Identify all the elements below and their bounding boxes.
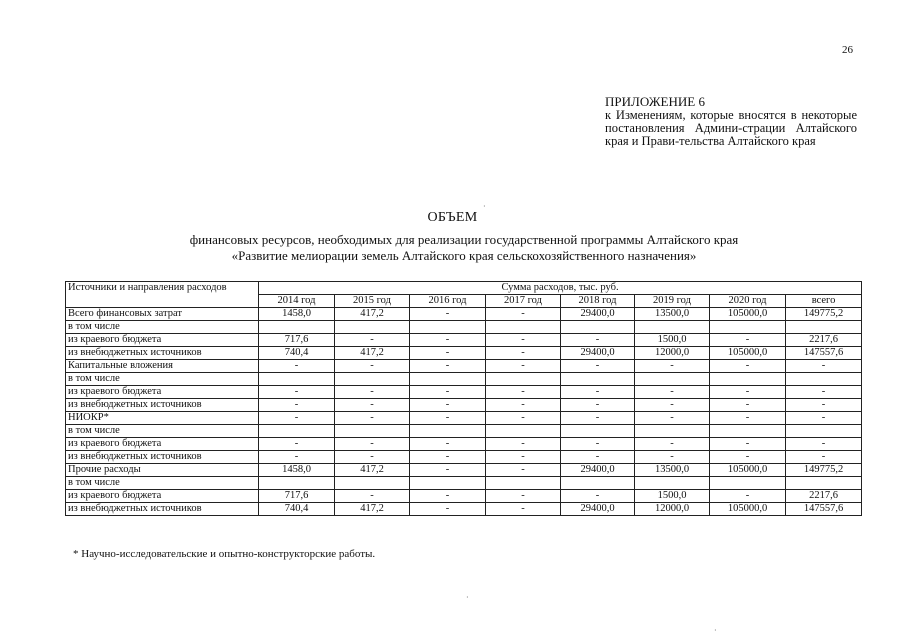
value-cell: - — [486, 347, 561, 360]
value-cell: - — [410, 334, 486, 347]
value-cell: - — [561, 490, 635, 503]
value-cell: - — [710, 451, 786, 464]
total-cell: - — [786, 451, 862, 464]
value-cell — [410, 373, 486, 386]
value-cell — [635, 477, 710, 490]
year-header: 2020 год — [710, 295, 786, 308]
row-label: НИОКР* — [66, 412, 259, 425]
value-cell: 740,4 — [259, 503, 335, 516]
value-cell — [259, 425, 335, 438]
scan-dot: · — [483, 202, 486, 211]
table-row — [66, 490, 862, 503]
row-label: из внебюджетных источников — [66, 451, 259, 464]
total-cell — [786, 477, 862, 490]
scan-dot: · — [714, 626, 717, 635]
value-cell: - — [486, 360, 561, 373]
total-cell: - — [786, 412, 862, 425]
table-row — [66, 464, 862, 477]
value-cell — [335, 425, 410, 438]
table-row — [66, 503, 862, 516]
value-cell: - — [410, 347, 486, 360]
value-cell — [710, 425, 786, 438]
table-row — [66, 451, 862, 464]
value-cell: - — [561, 412, 635, 425]
year-header: 2016 год — [410, 295, 486, 308]
value-cell — [710, 477, 786, 490]
value-cell: 29400,0 — [561, 347, 635, 360]
table-row — [66, 360, 862, 373]
value-cell: - — [259, 399, 335, 412]
year-header: 2018 год — [561, 295, 635, 308]
total-cell: 147557,6 — [786, 503, 862, 516]
value-cell: - — [259, 386, 335, 399]
value-cell: - — [710, 490, 786, 503]
value-cell — [635, 425, 710, 438]
value-cell: - — [410, 490, 486, 503]
total-cell — [786, 425, 862, 438]
value-cell — [486, 425, 561, 438]
value-cell: 29400,0 — [561, 464, 635, 477]
value-cell: - — [486, 490, 561, 503]
value-cell: - — [486, 412, 561, 425]
document-subtitle-line-2: «Развитие мелиорации земель Алтайского края сельскохозяйственного назначения» — [231, 248, 697, 263]
value-cell: - — [410, 503, 486, 516]
value-cell: - — [710, 360, 786, 373]
value-cell: 12000,0 — [635, 347, 710, 360]
table-row — [66, 412, 862, 425]
value-cell — [335, 477, 410, 490]
total-cell — [786, 373, 862, 386]
value-cell: - — [635, 412, 710, 425]
value-cell — [561, 373, 635, 386]
value-cell — [410, 477, 486, 490]
value-cell: - — [410, 308, 486, 321]
value-cell: 105000,0 — [710, 503, 786, 516]
total-cell: 2217,6 — [786, 334, 862, 347]
value-cell: - — [410, 360, 486, 373]
scan-dot: · — [466, 593, 469, 602]
value-cell: - — [561, 334, 635, 347]
value-cell: 105000,0 — [710, 464, 786, 477]
row-label: Всего финансовых затрат — [66, 308, 259, 321]
total-header: всего — [786, 295, 862, 308]
appendix-text: к Изменениям, которые вносятся в некоторые постановления Админи-страции Алтайского края и Прави-тельства Алтайского края — [605, 108, 857, 148]
value-cell: 717,6 — [259, 334, 335, 347]
value-cell — [635, 321, 710, 334]
total-cell: - — [786, 399, 862, 412]
value-cell — [710, 321, 786, 334]
appendix-title: ПРИЛОЖЕНИЕ 6 — [605, 94, 705, 109]
table-row — [66, 438, 862, 451]
value-cell: 12000,0 — [635, 503, 710, 516]
value-cell: 417,2 — [335, 308, 410, 321]
value-cell: - — [259, 451, 335, 464]
value-cell: - — [486, 503, 561, 516]
row-label: в том числе — [66, 477, 259, 490]
value-cell: - — [410, 386, 486, 399]
finance-table-body — [66, 308, 862, 516]
value-cell — [259, 321, 335, 334]
document-subtitle-line-1: финансовых ресурсов, необходимых для реализации государственной программы Алтайского края — [189, 232, 739, 247]
table-row — [66, 477, 862, 490]
row-label: из внебюджетных источников — [66, 347, 259, 360]
year-header: 2019 год — [635, 295, 710, 308]
value-cell: - — [561, 399, 635, 412]
value-cell: 105000,0 — [710, 308, 786, 321]
value-cell: - — [635, 386, 710, 399]
value-cell: 417,2 — [335, 347, 410, 360]
row-label: в том числе — [66, 425, 259, 438]
value-cell: 417,2 — [335, 503, 410, 516]
value-cell: 417,2 — [335, 464, 410, 477]
value-cell — [335, 321, 410, 334]
value-cell — [486, 373, 561, 386]
table-row — [66, 321, 862, 334]
value-cell: - — [561, 360, 635, 373]
value-cell: 13500,0 — [635, 464, 710, 477]
year-header: 2014 год — [259, 295, 335, 308]
row-label: из краевого бюджета — [66, 438, 259, 451]
value-cell — [259, 477, 335, 490]
year-header: 2015 год — [335, 295, 410, 308]
value-cell: - — [486, 308, 561, 321]
total-cell: 149775,2 — [786, 464, 862, 477]
total-cell — [786, 321, 862, 334]
value-cell: - — [710, 412, 786, 425]
table-row — [66, 373, 862, 386]
appendix-block — [605, 94, 857, 148]
row-label: в том числе — [66, 373, 259, 386]
total-cell: - — [786, 360, 862, 373]
value-cell: - — [561, 386, 635, 399]
value-cell: - — [710, 386, 786, 399]
value-cell: - — [335, 334, 410, 347]
finance-table — [65, 281, 862, 516]
value-cell: - — [335, 399, 410, 412]
value-cell: - — [259, 412, 335, 425]
value-cell: - — [335, 386, 410, 399]
value-cell: - — [259, 360, 335, 373]
value-cell: 1500,0 — [635, 490, 710, 503]
value-cell: 717,6 — [259, 490, 335, 503]
total-cell: 2217,6 — [786, 490, 862, 503]
row-label: Прочие расходы — [66, 464, 259, 477]
row-label: из краевого бюджета — [66, 386, 259, 399]
value-cell: 29400,0 — [561, 308, 635, 321]
table-row — [66, 399, 862, 412]
row-label: из внебюджетных источников — [66, 399, 259, 412]
value-cell: - — [410, 464, 486, 477]
value-cell: - — [561, 438, 635, 451]
value-cell: - — [486, 399, 561, 412]
value-cell — [410, 321, 486, 334]
value-cell: 105000,0 — [710, 347, 786, 360]
value-cell: - — [486, 438, 561, 451]
value-cell: - — [410, 438, 486, 451]
total-cell: - — [786, 438, 862, 451]
total-cell: 147557,6 — [786, 347, 862, 360]
value-cell — [486, 321, 561, 334]
value-cell: - — [335, 412, 410, 425]
value-cell: - — [486, 386, 561, 399]
source-header: Источники и направления расходов — [66, 282, 259, 308]
value-cell: 29400,0 — [561, 503, 635, 516]
table-row — [66, 334, 862, 347]
sum-header: Сумма расходов, тыс. руб. — [259, 282, 862, 295]
value-cell: - — [335, 490, 410, 503]
total-cell: - — [786, 386, 862, 399]
value-cell: - — [486, 334, 561, 347]
value-cell: - — [486, 451, 561, 464]
document-title: ОБЪЕМ — [427, 210, 478, 225]
row-label: Капитальные вложения — [66, 360, 259, 373]
value-cell: - — [635, 360, 710, 373]
value-cell: - — [635, 451, 710, 464]
value-cell — [335, 373, 410, 386]
table-row — [66, 308, 862, 321]
row-label: из внебюджетных источников — [66, 503, 259, 516]
total-cell: 149775,2 — [786, 308, 862, 321]
value-cell — [635, 373, 710, 386]
value-cell: 1500,0 — [635, 334, 710, 347]
value-cell: - — [410, 399, 486, 412]
value-cell: - — [335, 360, 410, 373]
table-row — [66, 386, 862, 399]
value-cell: 740,4 — [259, 347, 335, 360]
value-cell — [561, 425, 635, 438]
value-cell: - — [710, 438, 786, 451]
value-cell: - — [486, 464, 561, 477]
value-cell: - — [635, 438, 710, 451]
value-cell: 1458,0 — [259, 308, 335, 321]
document-subtitle — [0, 232, 905, 264]
value-cell: - — [335, 451, 410, 464]
footnote: * Научно-исследовательские и опытно-конструкторские работы. — [73, 548, 376, 560]
table-row — [66, 347, 862, 360]
value-cell — [410, 425, 486, 438]
table-row — [66, 425, 862, 438]
value-cell — [259, 373, 335, 386]
row-label: из краевого бюджета — [66, 490, 259, 503]
year-header: 2017 год — [486, 295, 561, 308]
value-cell: - — [635, 399, 710, 412]
value-cell: - — [710, 334, 786, 347]
value-cell — [561, 321, 635, 334]
value-cell: 13500,0 — [635, 308, 710, 321]
row-label: из краевого бюджета — [66, 334, 259, 347]
value-cell: 1458,0 — [259, 464, 335, 477]
value-cell: - — [335, 438, 410, 451]
value-cell — [710, 373, 786, 386]
page-number: 26 — [842, 44, 853, 56]
value-cell: - — [410, 451, 486, 464]
value-cell — [561, 477, 635, 490]
row-label: в том числе — [66, 321, 259, 334]
value-cell: - — [259, 438, 335, 451]
value-cell — [486, 477, 561, 490]
value-cell: - — [710, 399, 786, 412]
value-cell: - — [410, 412, 486, 425]
value-cell: - — [561, 451, 635, 464]
